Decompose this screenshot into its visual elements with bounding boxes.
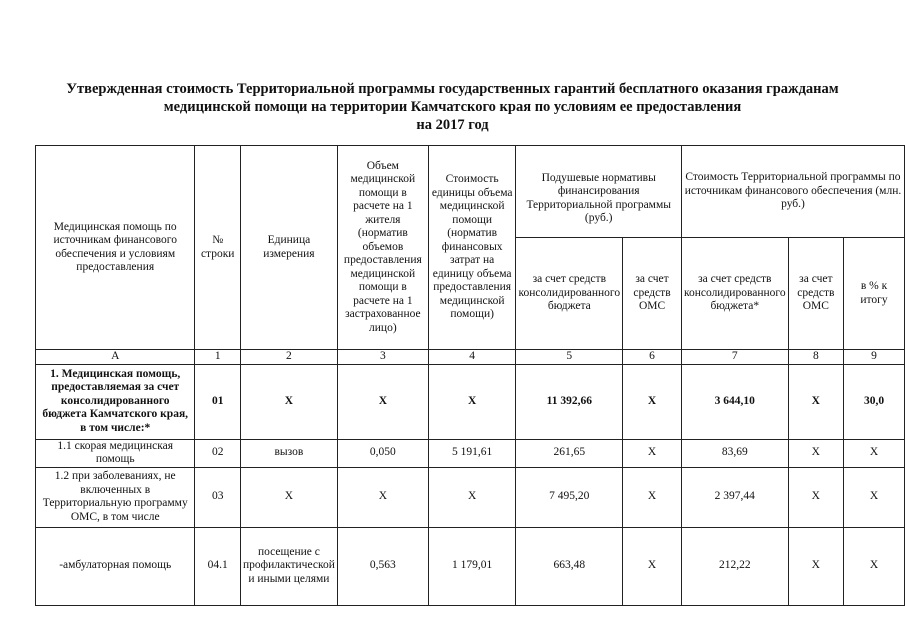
- row-per-capita-budget: 11 392,66: [516, 364, 623, 439]
- header-col-4: Стоимость единицы объема медицинской помощи (норматив финансовых затрат на единицу объема предоставления медицинской помощи): [428, 146, 516, 350]
- header-group-total-cost: Стоимость Территориальной программы по источникам финансового обеспечения (млн. руб.): [681, 146, 904, 238]
- row-name: 1. Медицинская помощь, предоставляемая за счет консолидированного бюджета Камчатского края, в том числе:*: [36, 364, 195, 439]
- row-percent: Х: [844, 439, 905, 467]
- row-total-budget: 2 397,44: [681, 467, 788, 527]
- row-total-oms: Х: [788, 527, 843, 605]
- row-name: -амбулаторная помощь: [36, 527, 195, 605]
- row-volume: Х: [337, 467, 428, 527]
- table-row: [36, 439, 905, 467]
- header-row-top: [36, 146, 905, 238]
- row-unit: Х: [240, 467, 337, 527]
- header-col-2: Единица измерения: [240, 146, 337, 350]
- row-volume: 0,050: [337, 439, 428, 467]
- table-row: [36, 467, 905, 527]
- row-unit: Х: [240, 364, 337, 439]
- row-number: 03: [195, 467, 241, 527]
- row-volume: Х: [337, 364, 428, 439]
- index-cell: 7: [681, 350, 788, 365]
- row-percent: Х: [844, 527, 905, 605]
- row-unit-cost: 5 191,61: [428, 439, 516, 467]
- row-total-budget: 83,69: [681, 439, 788, 467]
- header-col-a: Медицинская помощь по источникам финансового обеспечения и условиям предоставления: [36, 146, 195, 350]
- index-row: [36, 350, 905, 365]
- index-cell: 2: [240, 350, 337, 365]
- index-cell: А: [36, 350, 195, 365]
- row-name: 1.1 скорая медицинская помощь: [36, 439, 195, 467]
- row-total-budget: 212,22: [681, 527, 788, 605]
- row-unit-cost: Х: [428, 467, 516, 527]
- row-per-capita-oms: Х: [623, 364, 682, 439]
- row-unit-cost: 1 179,01: [428, 527, 516, 605]
- title-line-3: на 2017 год: [416, 117, 489, 133]
- header-col-1: № строки: [195, 146, 241, 350]
- row-total-oms: Х: [788, 364, 843, 439]
- table-row: [36, 364, 905, 439]
- index-cell: 9: [844, 350, 905, 365]
- row-total-budget: 3 644,10: [681, 364, 788, 439]
- row-number: 02: [195, 439, 241, 467]
- row-percent: 30,0: [844, 364, 905, 439]
- header-col-7: за счет средств консолидированного бюджета*: [681, 238, 788, 350]
- row-per-capita-budget: 7 495,20: [516, 467, 623, 527]
- row-total-oms: Х: [788, 467, 843, 527]
- row-per-capita-oms: Х: [623, 439, 682, 467]
- index-cell: 8: [788, 350, 843, 365]
- row-number: 04.1: [195, 527, 241, 605]
- row-unit: вызов: [240, 439, 337, 467]
- index-cell: 3: [337, 350, 428, 365]
- index-cell: 1: [195, 350, 241, 365]
- row-per-capita-budget: 663,48: [516, 527, 623, 605]
- title-line-2: медицинской помощи на территории Камчатского края по условиям ее предоставления: [163, 99, 742, 115]
- header-col-5: за счет средств консолидированного бюджета: [516, 238, 623, 350]
- header-col-3: Объем медицинской помощи в расчете на 1 жителя (норматив объемов предоставления медицинской помощи в расчете на 1 застрахованное лицо): [337, 146, 428, 350]
- document-title: [20, 80, 885, 134]
- header-group-per-capita: Подушевые нормативы финансирования Территориальной программы (руб.): [516, 146, 681, 238]
- row-per-capita-oms: Х: [623, 467, 682, 527]
- row-unit-cost: Х: [428, 364, 516, 439]
- table-row: [36, 527, 905, 605]
- row-unit: посещение с профилактической и иными целями: [240, 527, 337, 605]
- index-cell: 5: [516, 350, 623, 365]
- cost-table: [35, 145, 905, 606]
- row-volume: 0,563: [337, 527, 428, 605]
- row-percent: Х: [844, 467, 905, 527]
- row-per-capita-budget: 261,65: [516, 439, 623, 467]
- index-cell: 6: [623, 350, 682, 365]
- header-col-8: за счет средств ОМС: [788, 238, 843, 350]
- row-total-oms: Х: [788, 439, 843, 467]
- index-cell: 4: [428, 350, 516, 365]
- header-col-6: за счет средств ОМС: [623, 238, 682, 350]
- row-name: 1.2 при заболеваниях, не включенных в Территориальную программу ОМС, в том числе: [36, 467, 195, 527]
- title-line-1: Утвержденная стоимость Территориальной программы государственных гарантий бесплатного оказания гражданам: [66, 81, 839, 97]
- row-number: 01: [195, 364, 241, 439]
- row-per-capita-oms: Х: [623, 527, 682, 605]
- header-col-9: в % к итогу: [844, 238, 905, 350]
